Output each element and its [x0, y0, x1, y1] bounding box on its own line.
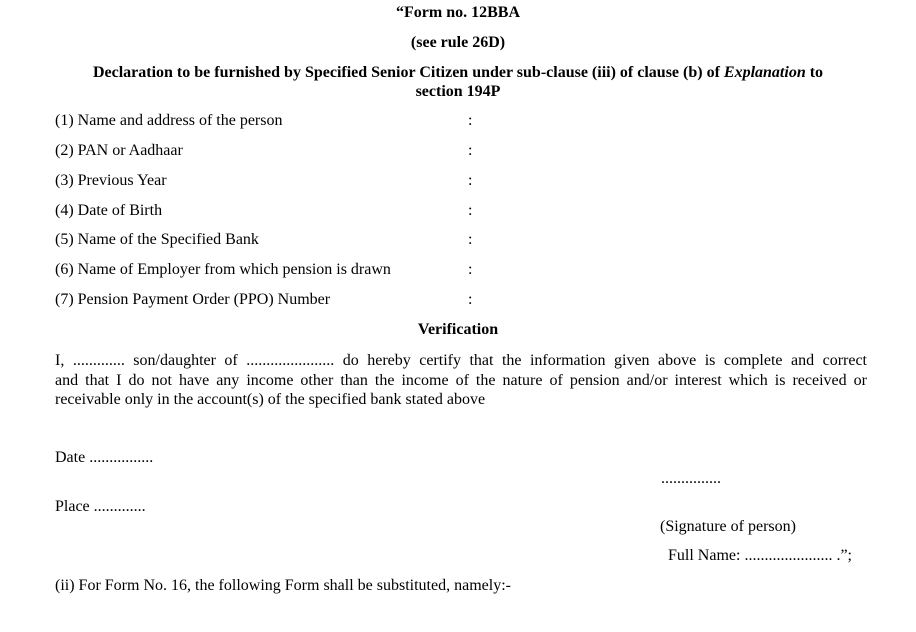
- field-colon: :: [468, 112, 473, 129]
- verification-line-2: and that I do not have any income other than the income of the nature of pension and/or interest which is received or: [55, 371, 867, 389]
- field-label-name-address: (1) Name and address of the person: [55, 112, 283, 129]
- field-colon: :: [468, 231, 473, 248]
- declaration-text-prefix: Declaration to be furnished by Specified Senior Citizen under sub-clause (iii) of clause (b) of: [92, 64, 724, 81]
- full-name-field: Full Name: ...................... .”;: [668, 547, 852, 564]
- rule-reference: (see rule 26D): [410, 34, 506, 51]
- field-label-employer: (6) Name of Employer from which pension is drawn: [55, 261, 391, 278]
- declaration-text-italic: Explanation: [723, 64, 806, 81]
- field-colon: :: [468, 291, 473, 308]
- field-colon: :: [468, 202, 473, 219]
- signature-label: (Signature of person): [660, 518, 796, 535]
- field-label-ppo-number: (7) Pension Payment Order (PPO) Number: [55, 291, 331, 308]
- field-colon: :: [468, 261, 473, 278]
- verification-line-1: I, ............. son/daughter of ...................... do hereby certify that the information given above is complete and correct: [55, 352, 867, 369]
- field-label-pan-aadhaar: (2) PAN or Aadhaar: [55, 142, 183, 159]
- verification-heading: Verification: [417, 321, 499, 338]
- date-field: Date ................: [55, 449, 154, 466]
- field-colon: :: [468, 142, 473, 159]
- verification-paragraph: [55, 351, 867, 410]
- field-label-date-of-birth: (4) Date of Birth: [55, 202, 163, 219]
- field-colon: :: [468, 172, 473, 189]
- next-clause-text: (ii) For Form No. 16, the following Form shall be substituted, namely:-: [55, 577, 511, 594]
- signature-line: ...............: [661, 470, 721, 487]
- declaration-text-suffix: to: [805, 64, 824, 81]
- declaration-text-line2: section 194P: [415, 83, 501, 100]
- field-label-specified-bank: (5) Name of the Specified Bank: [55, 231, 259, 248]
- place-field: Place .............: [55, 498, 146, 515]
- form-title: “Form no. 12BBA: [396, 4, 520, 21]
- verification-line-3: receivable only in the account(s) of the specified bank stated above: [55, 391, 486, 408]
- declaration-heading: [62, 63, 854, 101]
- field-label-previous-year: (3) Previous Year: [55, 172, 167, 189]
